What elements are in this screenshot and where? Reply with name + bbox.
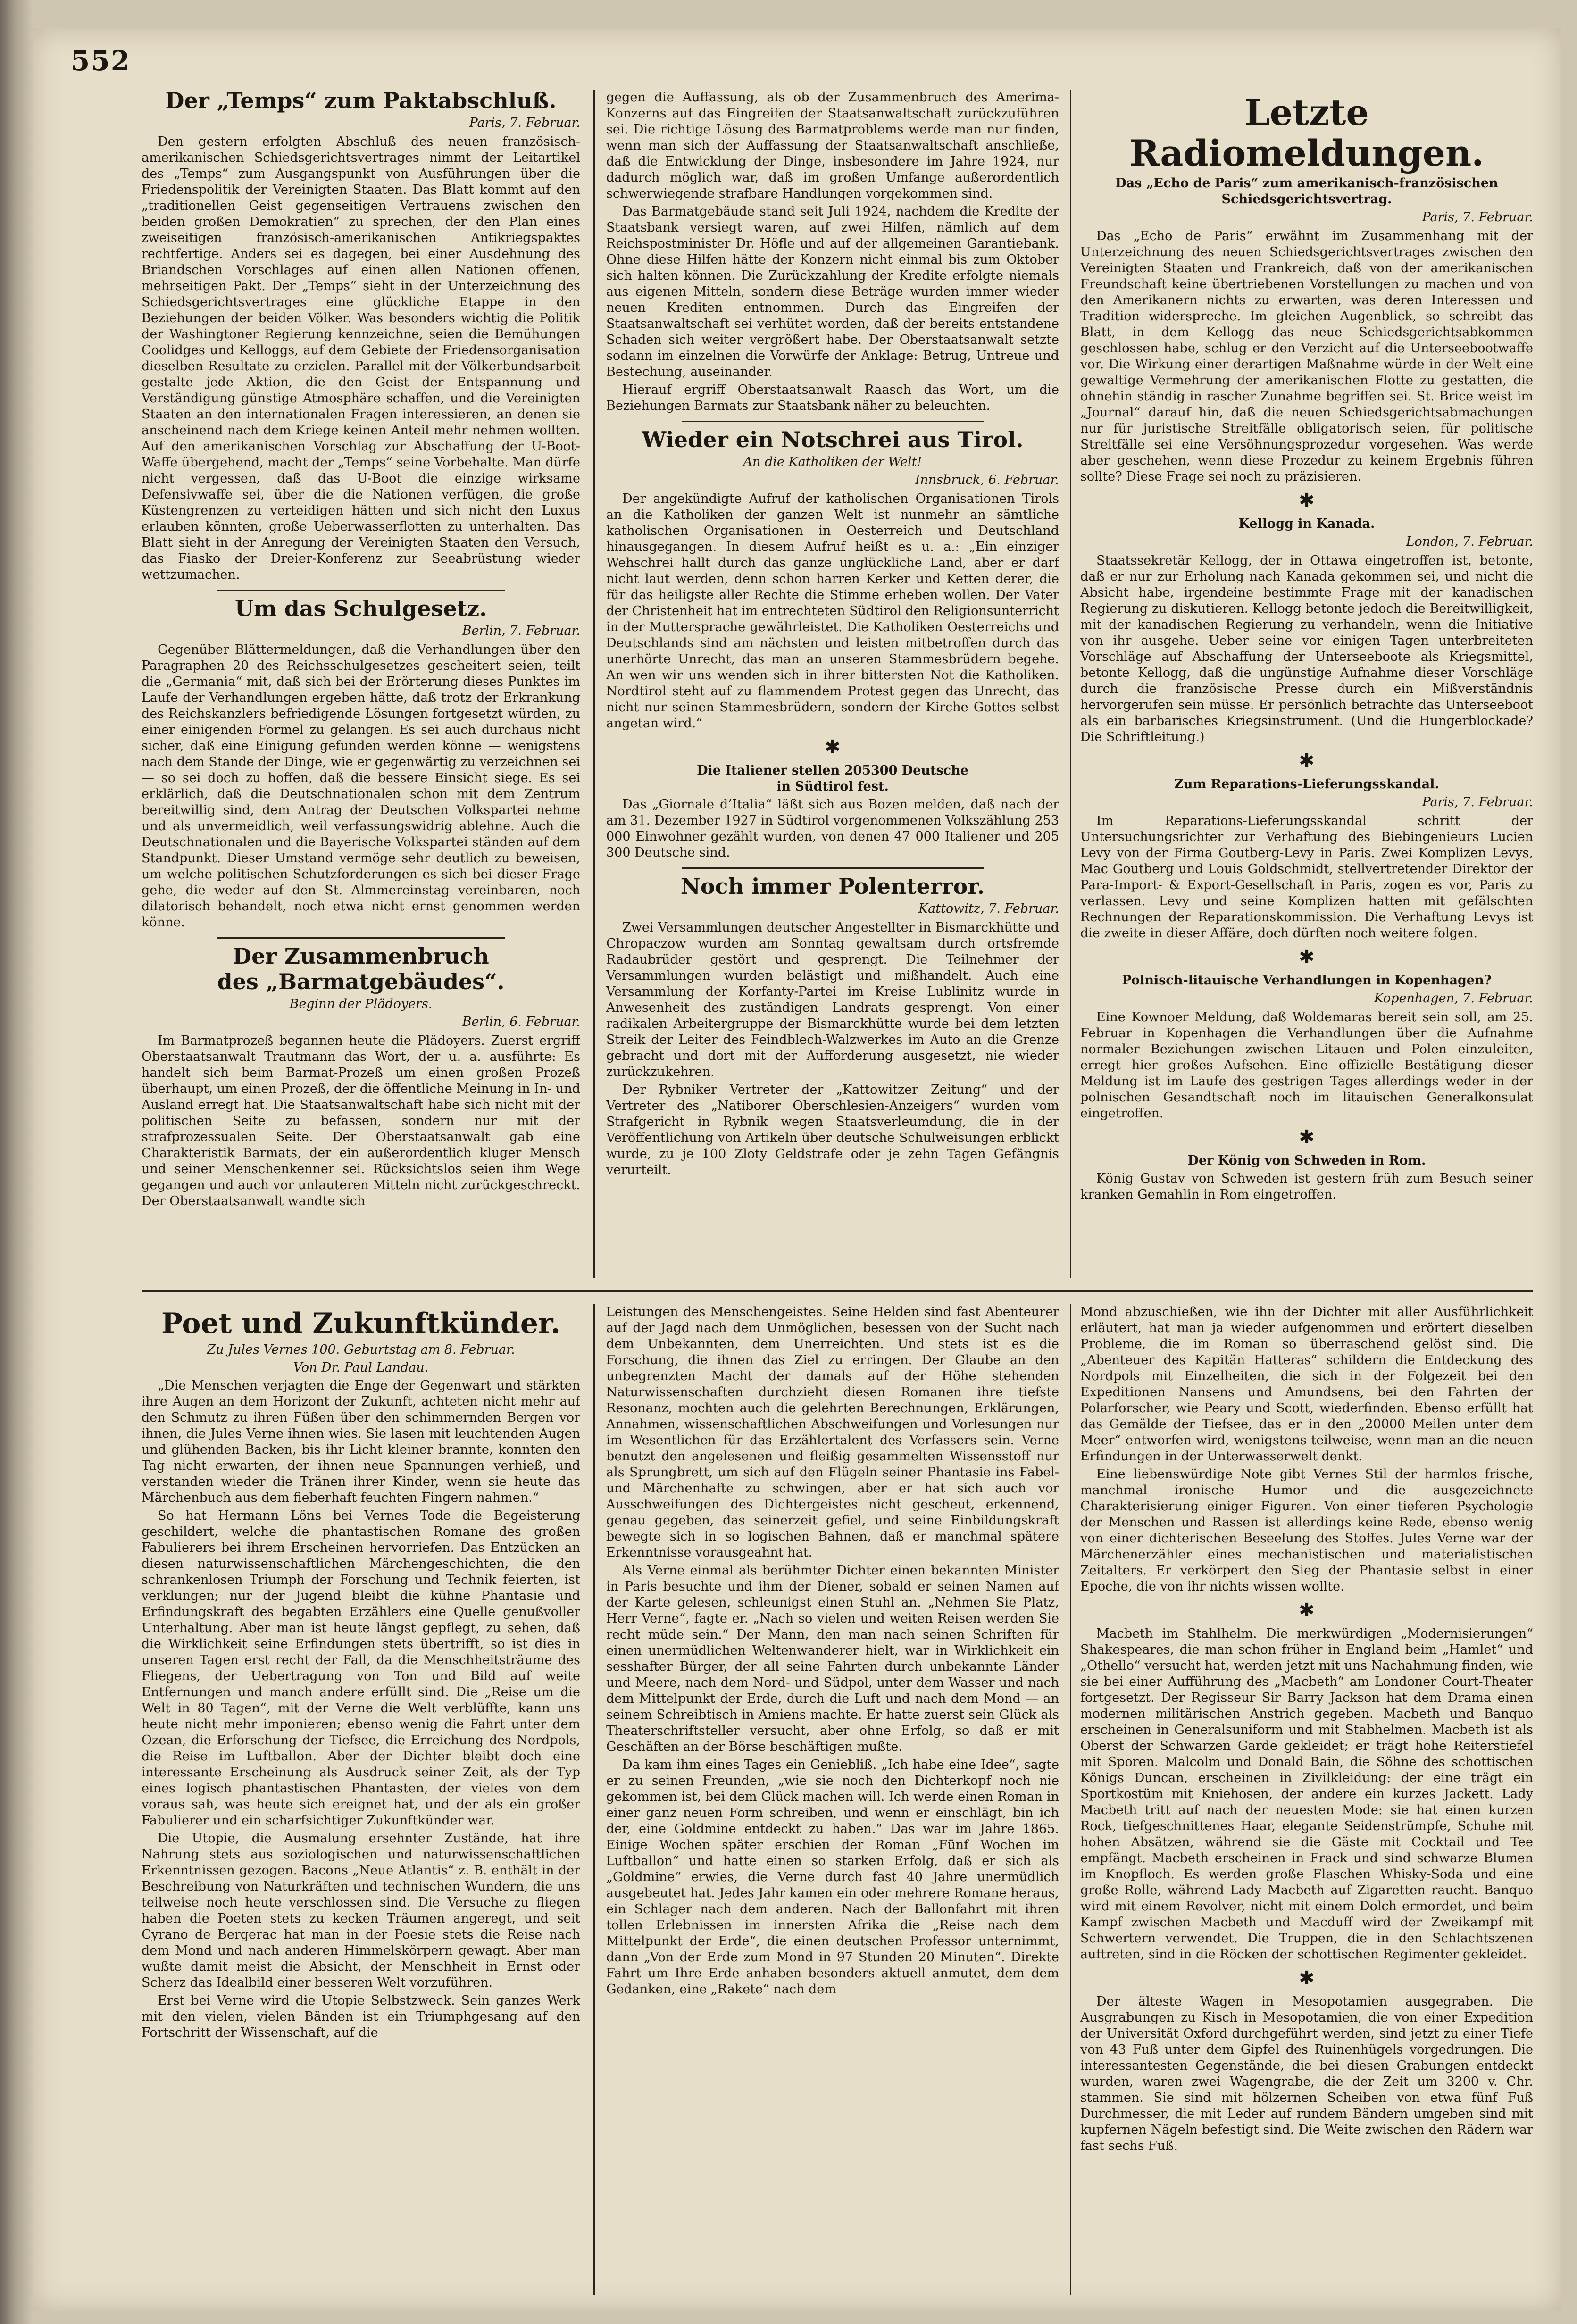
subheadline: Das „Echo de Paris“ zum amerikanisch-französischen Schiedsgerichtsvertrag. <box>1115 176 1498 207</box>
headline-kellogg: Kellogg in Kanada. <box>1238 516 1375 531</box>
feuilleton-paragraph: So hat Hermann Löns bei Vernes Tode die Begeisterung geschildert, welche die phantastischen Romane des großen Fabulierers bei ihrem Erscheinen hervorriefen. Das Entzücken an diesen naturwissenschaftlichen Märchengeschichten, die den schrankenlosen Triumph der Forschung und Technik feierten, ist verklungen; nur der Jugend bleibt die kühne Phantasie und Erfindungskraft des begabten Erzählers eine Quelle genußvoller Unterhaltung. Aber man ist heute längst gepflegt, zu sehen, daß die Wirklichkeit seine Erfindungen stets übertrifft, so ist dies in unseren Tagen erst recht der Fall, da die Menschheitsträume des Fliegens, der Uebertragung von Ton und Bild auf weite Entfernungen und manch andere erfüllt sind. Die „Reise um die Welt in 80 Tagen“, mit der Verne die Welt verblüffte, kann uns heute nicht mehr imponieren; ebenso wenig die Fahrt unter dem Ozean, die Erforschung der Tiefsee, die Erreichung des Nordpols, die Reise im Luftballon. Aber der Dichter bleibt doch eine interessante Erscheinung als Ausdruck seiner Zeit, als der Typ eines logisch phantastischen Phantasten, der vieles von dem voraus sah, was heute sich ereignet hat, und der als ein großer Fabulierer und ein scharfsichtiger Zukunftkünder war. <box>142 1508 580 1828</box>
dateline: Paris, 7. Februar. <box>1422 210 1533 225</box>
article-paragraph: Eine Kownoer Meldung, daß Woldemaras bereit sein soll, am 25. Februar in Kopenhagen die Verhandlungen über die Aufnahme normaler Beziehungen zwischen Litauen und Polen einzuleiten, erregt hier großes Aufsehen. Eine offizielle Bestätigung dieser Meldung ist im Laufe des gestrigen Tages allerdings weder in der polnischen Gesandtschaft noch im litauischen Generalkonsulat eingetroffen. <box>1080 1010 1533 1121</box>
section-star-icon: ✱ <box>1299 1126 1315 1148</box>
column-rule <box>1070 90 1071 1278</box>
headline-tirol: Wieder ein Notschrei aus Tirol. <box>642 427 1024 452</box>
feuilleton-column-1 <box>142 1304 580 2299</box>
dateline: Paris, 7. Februar. <box>1422 795 1533 809</box>
feuilleton-column-3 <box>1080 1304 1533 2299</box>
dateline: Berlin, 6. Februar. <box>462 1015 580 1029</box>
article-paragraph: gegen die Auffassung, als ob der Zusammenbruch des Amerima-Konzerns auf das Eingreifen der Staatsanwaltschaft zurückzuführen sei. Die richtige Lösung des Barmatproblems werde man nur finden, wenn man sich der Auffassung der Staatsanwaltschaft anschließe, daß die Entwicklung der Dinge, insbesondere im Jahre 1924, nur dadurch möglich war, daß im großen Umfange außerordentlich schwerwiegende strafbare Handlungen vorgekommen sind. <box>606 90 1059 201</box>
feuilleton-paragraph: Leistungen des Menschengeistes. Seine Helden sind fast Abenteurer auf der Jagd nach dem Unmöglichen, besessen von der Sucht nach dem Unbekannten, dem Unerreichten. Und stets ist es die Forschung, die ihnen das Ziel zu erringen. Der Glaube an den unbegrenzten Macht der damals auf der Höhe stehenden Naturwissenschaften durchzieht diesen Romanen ihre tiefste Resonanz, mochten auch die gelehrten Berechnungen, Erklärungen, Annahmen, wissenschaftlichen Abschweifungen und Vorlesungen nur im Wesentlichen für das Erzählertalent des Verfassers sein. Verne benutzt den angelesenen und fleißig gesammelten Wissensstoff nur als Sprungbrett, um sich auf den Flügeln seiner Phantasie ins Fabel- und Märchenhafte zu schwingen, aber er hat sich auch vor Ausschweifungen des Dichtergeistes nicht gescheut, erkennend, genau gegeben, das seinerzeit gefiel, und seine Einbildungskraft bewegte sich in so logischen Bahnen, daß er manchmal spätere Erkenntnisse vorausgeahnt hat. <box>606 1305 1059 1560</box>
article-paragraph: Im Reparations-Lieferungsskandal schritt der Untersuchungsrichter zur Verhaftung des Biebingenieurs Lucien Levy von der Firma Goutberg-Levy in Paris. Zwei Komplizen Levys, Mac Goutberg und Louis Goldschmidt, stellvertretender Direktor der Para-Import- & Export-Gesellschaft in Paris, zogen es vor, Paris zu verlassen. Levy und seine Komplizen hatten mit gefälschten Rechnungen der Reparationskommission. Die Verhaftung Levys ist die zweite in dieser Affäre, doch dürften noch weitere folgen. <box>1080 814 1533 941</box>
headline-reparation: Zum Reparations-Lieferungsskandal. <box>1174 777 1439 791</box>
article-paragraph: Das Barmatgebäude stand seit Juli 1924, nachdem die Kredite der Staatsbank versiegt waren, auf zwei Hilfen, nämlich auf dem Reichspostminister Dr. Höfle und auf der allgemeinen Garantiebank. Ohne diese Hilfen hätte der Konzern nicht einmal bis zum Oktober sich halten können. Die Zurückzahlung der Kredite erfolgte niemals aus eigenen Mitteln, sondern diese Beträge wurden immer wieder neuen Krediten entnommen. Durch das Eingreifen der Staatsanwaltschaft sei verhütet worden, daß der bereits entstandene Schaden sich weiter vergrößert habe. Der Oberstaatsanwalt setzte sodann im einzelnen die Vorwürfe der Anklage: Betrug, Untreue und Bestechung, auseinander. <box>606 204 1059 379</box>
article-paragraph: Der angekündigte Aufruf der katholischen Organisationen Tirols an die Katholiken der ganzen Welt ist nunmehr an sämtliche katholischen Organisationen in Oesterreich und Deutschland hinausgegangen. In diesem Aufruf heißt es u. a.: „Ein einziger Wehschrei hallt durch das ganze unglückliche Land, aber er darf nicht laut werden, denn schon harren Kerker und Ketten derer, die für das heiligste aller Rechte die Stimme erheben wollen. Der Vater der Christenheit hat im entrechteten Südtirol den Religionsunterricht in der Muttersprache gewährleistet. Die Katholiken Oesterreichs und Deutschlands sind am nächsten und leisten mitbetroffen durch das unerhörte Unrecht, das man an unseren Stammesbrüdern begehe. An wen wir uns wenden sich in ihrer bittersten Not die Katholiken. Nordtirol steht auf zu flammendem Protest gegen das Unrecht, das nicht nur seinen Stammesbrüdern, sondern der Kirche Gottes selbst angetan wird.“ <box>606 491 1059 731</box>
book-binding-edge <box>0 0 33 2324</box>
headline-temps: Der „Temps“ zum Paktabschluß. <box>165 88 557 113</box>
column-rule <box>593 1304 595 2295</box>
dateline: Paris, 7. Februar. <box>469 116 580 130</box>
article-paragraph: Zwei Versammlungen deutscher Angestellter in Bismarckhütte und Chropaczow wurden am Sonntag gewaltsam durch ortsfremde Radaubrüder gestört und gesprengt. Die Teilnehmer der Versammlungen wurden belästigt und mißhandelt. Auch eine Versammlung der Korfanty-Partei im Kreise Lublinitz wurde in Anwesenheit des zuständigen Landrats gesprengt. Von einer radikalen Arbeitergruppe der Bismarckhütte wurde bei dem letzten Streik der Leiter des Feindblech-Walzwerkes im Auto an die Grenze gebracht und dort mit der Aufforderung ausgesetzt, nie wieder zurückzukehren. <box>606 920 1059 1079</box>
article-paragraph: Der Rybniker Vertreter der „Kattowitzer Zeitung“ und der Vertreter des „Natiborer Oberschlesien-Anzeigers“ wurden vom Strafgericht in Rybnik wegen Staatsverleumdung, die in der Veröffentlichung von Artikeln über deutsche Schulweisungen erblickt wurde, zu je 100 Zloty Geldstrafe oder je zehn Tagen Gefängnis verurteilt. <box>606 1083 1059 1177</box>
divider <box>217 590 505 591</box>
section-star-icon: ✱ <box>1299 1967 1315 1989</box>
subheadline: An die Katholiken der Welt! <box>743 455 922 469</box>
dateline: Kopenhagen, 7. Februar. <box>1374 991 1533 1006</box>
dateline: Berlin, 7. Februar. <box>462 624 580 638</box>
headline-polenterror: Noch immer Polenterror. <box>680 874 985 899</box>
dateline: Innsbruck, 6. Februar. <box>915 473 1059 487</box>
article-paragraph: Im Barmatprozeß begannen heute die Plädoyers. Zuerst ergriff Oberstaatsanwalt Trautmann das Wort, der u. a. ausführte: Es handelt sich beim Barmat-Prozeß um einen großen Prozeß überhaupt, um einen Prozeß, der die öffentliche Meinung in In- und Ausland erregt hat. Die Staatsanwaltschaft habe sich nicht mit der politischen Seite zu befassen, sondern nur mit der strafprozessualen Seite. Der Oberstaatsanwalt gab eine Charakteristik Barmats, der ein außerordentlich kluger Mensch und seiner Menschenkenner sei. Rücksichtslos seien ihm Wege gegangen und auch vor unlauteren Mitteln nicht zurückgeschreckt. Der Oberstaatsanwalt wandte sich <box>142 1033 580 1208</box>
page-number: 552 <box>71 45 131 77</box>
column-rule <box>1070 1304 1071 2295</box>
column-rule <box>593 90 595 1278</box>
divider <box>682 867 984 869</box>
feuilleton-column-2 <box>606 1304 1059 2299</box>
note-macbeth: Macbeth im Stahlhelm. Die merkwürdigen „Modernisierungen“ Shakespeares, die man schon früher in England beim „Hamlet“ und „Othello“ versucht hat, werden jetzt mit uns Nachahmung finden, wie sie bei einer Aufführung des „Macbeth“ am Londoner Court-Theater fortgesetzt. Der Regisseur Sir Barry Jackson hat dem Drama einen modernen militärischen Anstrich gegeben. Macbeth und Banquo erscheinen in Generalsuniform und mit Stabhelmen. Macbeth ist als Oberst der Schwarzen Garde gekleidet; er trägt hohe Reiterstiefel mit Sporen. Malcolm und Donald Bain, die Söhne des schottischen Königs Duncan, erscheinen in Zivilkleidung: der eine trägt ein Sportkostüm mit Kniehosen, der andere ein kurzes Jackett. Lady Macbeth tritt auf nach der neuesten Mode: sie hat einen kurzen Rock, tiefgeschnittenes Haar, elegante Seidenstrümpfe, Schuhe mit hohen Absätzen, während sie die Gäste mit Cocktail und Tee empfängt. Macbeth erscheinen in Frack und sind schwarze Blumen im Knopfloch. Es werden große Flaschen Whisky-Soda und eine große Rolle, während Lady Macbeth auf Zigaretten raucht. Banquo wird mit einem Revolver, nicht mit einem Dolch ermordet, und beim Kampf zwischen Macbeth und Macduff wird der Zweikampf mit Schwertern verwendet. Die Truppen, die in den Schlachtszenen auftreten, sind in die Röcken der schottischen Regimenter gekleidet. <box>1080 1626 1533 1962</box>
headline-radiomeldungen: Letzte Radiomeldungen. <box>1129 92 1484 174</box>
headline-barmat-line1: Der Zusammenbruch <box>233 943 489 969</box>
top-column-1 <box>142 85 580 1278</box>
headline-barmat-line2: des „Barmatgebäudes“. <box>217 969 505 994</box>
feuilleton-paragraph: „Die Menschen verjagten die Enge der Gegenwart und stärkten ihre Augen an dem Horizont der Zukunft, achteten nicht mehr auf den Schmutz zu ihren Füßen über den schimmernden Bergen vor ihnen, die Jules Verne ihnen wies. Sie lasen mit leuchtenden Augen und glühenden Backen, bis ihr Licht kleiner brannte, konnten den Tag nicht erwarten, der ihnen neue Spannungen verhieß, und verstanden wieder die Tränen ihrer Kinder, wenn sie heute das Märchenbuch aus dem fieberhaft feuchten Fingern nahmen.“ <box>142 1378 580 1505</box>
article-paragraph: Das „Giornale d’Italia“ läßt sich aus Bozen melden, daß nach der am 31. Dezember 1927 in Südtirol vorgenommenen Volkszählung 253 000 Einwohner gezählt wurden, von denen 47 000 Italiener und 205 300 Deutsche sind. <box>606 797 1059 860</box>
article-paragraph: König Gustav von Schweden ist gestern früh zum Besuch seiner kranken Gemahlin in Rom eingetroffen. <box>1080 1171 1533 1202</box>
section-star-icon: ✱ <box>1299 750 1315 772</box>
headline-suedtirol-line2: in Südtirol fest. <box>776 779 889 794</box>
feuilleton-paragraph: Da kam ihm eines Tages ein Geniebliß. „Ich habe eine Idee“, sagte er zu seinen Freunden, „wie sie noch den Dichterkopf noch nie gekommen ist, bei dem Glück machen will. Ich werde einen Roman in einer ganz neuen Form schreiben, und wenn er einschlägt, bin ich der, eine Goldmine entdeckt zu haben.“ Das war im Jahre 1865. Einige Wochen später erschien der Roman „Fünf Wochen im Luftballon“ und hatte einen so starken Erfolg, daß er sich als „Goldmine“ erwies, die Verne durch fast 40 Jahre unermüdlich ausgebeutet hat. Jedes Jahr kamen ein oder mehrere Romane heraus, ein Schlager nach dem anderen. Nach der Ballonfahrt mit ihren tollen Erlebnissen im innersten Afrika die „Reise nach dem Mittelpunkt der Erde“, die einen deutschen Professor unternimmt, dann „Von der Erde zum Mond in 97 Stunden 20 Minuten“. Direkte Fahrt um Ihre Erde anhaben besonders aktuell anmutet, dem dem Gedanken, eine „Rakete“ nach dem <box>606 1758 1059 1997</box>
top-column-2 <box>606 90 1059 1278</box>
feuilleton-title: Poet und Zukunftkünder. <box>161 1307 561 1340</box>
subheadline: Beginn der Plädoyers. <box>289 997 433 1011</box>
feuilleton-byline: Von Dr. Paul Landau. <box>293 1360 429 1375</box>
article-paragraph: Gegenüber Blättermeldungen, daß die Verhandlungen über den Paragraphen 20 des Reichsschulgesetzes gescheitert seien, teilt die „Germania“ mit, daß sich bei der Erörterung dieses Punktes im Laufe der Verhandlungen ergeben hätte, daß trotz der Erkrankung des Reichskanzlers befriedigende Lösungen fortgesetzt würden, zu einer einigenden Formel zu gelangen. Es sei auch durchaus nicht sicher, daß eine Einigung gefunden werden könne — wenigstens nach dem Stande der Dinge, wie er gegenwärtig zu verzeichnen sei — so sei doch zu hoffen, daß die bessere Einsicht siege. Es sei erklärlich, daß die Deutschnationalen schon mit dem Zentrum bereitwillig sind, dem Antrag der Deutschen Volkspartei nehme und als unvermeidlich, weil verfassungswidrig ablehne. Auch die Deutschnationalen und die Bayerische Volkspartei ständen auf dem Standpunkt. Dieser Umstand vermöge sehr deutlich zu beweisen, um welche politischen Schutzforderungen es sich bei dieser Frage gehe, die weder auf den St. Almmereinstag vereinbaren, noch dilatorisch behandelt, noch etwa nicht ernst genommen werden könne. <box>142 642 580 930</box>
section-star-icon: ✱ <box>1299 946 1315 968</box>
article-paragraph: Hierauf ergriff Oberstaatsanwalt Raasch das Wort, um die Beziehungen Barmats zur Staatsbank näher zu beleuchten. <box>606 383 1059 413</box>
feuilleton-paragraph: Erst bei Verne wird die Utopie Selbstzweck. Sein ganzes Werk mit den vielen, vielen Bänden ist ein Triumphgesang auf den Fortschritt der Wissenschaft, auf die <box>142 1993 580 2040</box>
note-mesopotamien: Der älteste Wagen in Mesopotamien ausgegraben. Die Ausgrabungen zu Kisch in Mesopotamien, die von einer Expedition der Universität Oxford durchgeführt werden, sind jetzt zu einer Tiefe von 43 Fuß unter dem Gipfel des Ruinenhügels vorgedrungen. Die interessantesten Gegenstände, die bei diesen Grabungen entdeckt wurden, waren zwei Wagengrabe, die der Zeit um 3200 v. Chr. stammen. Sie sind mit hölzernen Scheiben von etwa fünf Fuß Durchmesser, die mit Leder auf rundem Bändern umgeben sind mit kupfernen Nägeln befestigt sind. Die Weite zwischen den Rädern war fast sechs Fuß. <box>1080 1994 1533 2153</box>
article-paragraph: Das „Echo de Paris“ erwähnt im Zusammenhang mit der Unterzeichnung des neuen Schiedsgerichtsvertrages zwischen den Vereinigten Staaten und Frankreich, daß von der amerikanischen Freundschaft keine übertriebenen Vorstellungen zu machen und von den Amerikanern nichts zu erwarten, was deren Interessen und Tradition widerspreche. Im gleichen Augenblick, so schreibt das Blatt, in dem Kellogg das neue Schiedsgerichtsabkommen geschlossen habe, schlug er den Verzicht auf die Unterseebootwaffe vor. Die Wirkung einer derartigen Maßnahme würde in der Welt eine gewaltige Vermehrung der amerikanischen Flotte zu gestatten, die ohnehin ständig in rascher Zunahme begriffen sei. St. Brice weist im „Journal“ darauf hin, daß die neuen Schiedsgerichtsabmachungen nur für juristische Streitfälle obligatorisch seien, für politische Streitfälle sei eine Versöhnungsprozedur vorgesehen. Was werde aber geschehen, wenn diese Prozedur zu keinem Ergebnis führen sollte? Diese Frage sei noch zu präzisieren. <box>1080 229 1533 484</box>
feuilleton-paragraph: Als Verne einmal als berühmter Dichter einen bekannten Minister in Paris besuchte und ihm der Diener, sobald er seinen Namen auf der Karte gelesen, schleunigst einen Stuhl an. „Nehmen Sie Platz, Herr Verne“, fagte er. „Nach so vielen und weiten Reisen werden Sie recht müde sein.“ Der Mann, den man nach seinen Schriften für einen unermüdlichen Weltenwanderer hielt, war in Wirklichkeit ein sesshafter Bürger, der all seine Fahrten durch unbekannte Länder und Meere, nach dem Nord- und Südpol, unter dem Wasser und nach dem Mittelpunkt der Erde, durch die Luft und nach dem Mond — an seinem Schreibtisch in Amiens machte. Er hatte zuerst sein Glück als Theaterschriftsteller versucht, aber ohne Erfolg, so daß er mit Geschäften an der Börse beschäftigen mußte. <box>606 1563 1059 1754</box>
feuilleton-paragraph: Mond abzuschießen, wie ihn der Dichter mit aller Ausführlichkeit erläutert, hat man ja wieder aufgenommen und erörtert dieselben Probleme, die im Roman so überraschend gelöst sind. Die „Abenteuer des Kapitän Hatteras“ schildern die Entdeckung des Nordpols mit Einzelheiten, die sich in der Folgezeit bei den Expeditionen Nansens und Amundsens, bei den Fahrten der Polarforscher, wie Peary und Scott, wiederfinden. Ebenso erfüllt hat das Gemälde der Tiefsee, das er in den „20000 Meilen unter dem Meer“ entworfen wird, wenigstens teilweise, wenn man an die neuen Erfindungen in der Unterwasserwelt denkt. <box>1080 1305 1533 1464</box>
section-star-icon: ✱ <box>1299 1599 1315 1621</box>
feuilleton-subtitle: Zu Jules Vernes 100. Geburtstag am 8. Februar. <box>207 1342 515 1357</box>
dateline: London, 7. Februar. <box>1406 534 1533 549</box>
headline-schweden: Der König von Schweden in Rom. <box>1187 1153 1426 1168</box>
top-column-3 <box>1080 90 1533 1278</box>
section-star-icon: ✱ <box>825 736 841 758</box>
feuilleton-paragraph: Eine liebenswürdige Note gibt Vernes Stil der harmlos frische, manchmal ironische Humor und die ausgezeichnete Charakterisierung einiger Figuren. Von einer tieferen Psychologie der Menschen und Rassen ist allerdings keine Rede, ebenso wenig von einer dichterischen Beseelung des Stoffes. Jules Verne war der Märchenerzähler eines mechanistischen und materialistischen Zeitalters. Er verkörpert den Sieg der Phantasie selbst in einer Epoche, die von ihr nichts wissen wollte. <box>1080 1467 1533 1594</box>
headline-kopenhagen: Polnisch-litauische Verhandlungen in Kopenhagen? <box>1122 973 1492 988</box>
divider <box>217 937 505 939</box>
article-paragraph: Den gestern erfolgten Abschluß des neuen französisch-amerikanischen Schiedsgerichtsvertrages nimmt der Leitartikel des „Temps“ zum Ausgangspunkt von Ausführungen über die Friedenspolitik der Vereinigten Staaten. Das Blatt kommt auf den „traditionellen Geist gegenseitigen Vertrauens zwischen den beiden großen Demokratien“ zu sprechen, der den Plan eines zweiseitigen französisch-amerikanischen Antikriegspaktes rechtfertige. Anders sei es dagegen, bei einer Ausdehnung des Briandschen Vorschlages auf einen allen Nationen offenen, mehrseitigen Pakt. Der „Temps“ sieht in der Unterzeichnung des Schiedsgerichtsvertrages eine glückliche Etappe in den Beziehungen der beiden Völker. Was besonders wichtig die Politik der Washingtoner Regierung kennzeichne, seien die Bemühungen Coolidges und Kelloggs, auf dem Gebiete der Friedensorganisation dieselben Resultate zu erzielen. Parallel mit der Völkerbundsarbeit gestalte jede Aktion, die den Geist der Entspannung und Verständigung günstige Atmosphäre schaffen, und die Vereinigten Staaten an den internationalen Fragen interessieren, an denen sie anscheinend nach dem Kriege keinen Anteil mehr nehmen wollten. Auf den amerikanischen Vorschlag zur Abschaffung der U-Boot-Waffe übergehend, macht der „Temps“ seine Vorbehalte. Man dürfe nicht vergessen, daß das U-Boot die einzige wirksame Defensivwaffe sei, über die die Nationen verfügen, die große Küstengrenzen zu verteidigen hätten und sich nicht den Luxus erlauben könnten, große Ueberwasserflotten zu unterhalten. Das Blatt sieht in der Anregung der Vereinigten Staaten den Versuch, das Fiasko der Dreier-Konferenz zur Seeabrüstung wieder wettzumachen. <box>142 134 580 582</box>
divider <box>682 421 984 422</box>
article-paragraph: Staatssekretär Kellogg, der in Ottawa eingetroffen ist, betonte, daß er nur zur Erholung nach Kanada gekommen sei, und nicht die Absicht habe, irgendeine bestimmte Frage mit der kanadischen Regierung zu diskutieren. Kellogg betonte jedoch die Bereitwilligkeit, mit der kanadischen Regierung zu verhandeln, wenn die Initiative von ihr ausgehe. Ueber seine vor einigen Tagen unterbreiteten Vorschläge auf Abschaffung der Unterseeboote als Kriegsmittel, betonte Kellogg, daß die ungünstige Aufnahme dieser Vorschläge durch die französische Presse durch ein Mißverständnis hervorgerufen sein müsse. Er persönlich betrachte das Unterseeboot als ein barbarisches Kriegsinstrument. (Und die Hungerblockade? Die Schriftleitung.) <box>1080 553 1533 744</box>
feuilleton-separator <box>142 1290 1533 1292</box>
dateline: Kattowitz, 7. Februar. <box>918 901 1059 916</box>
headline-suedtirol-line1: Die Italiener stellen 205300 Deutsche <box>697 763 968 778</box>
feuilleton-paragraph: Die Utopie, die Ausmalung ersehnter Zustände, hat ihre Nahrung stets aus soziologischen und naturwissenschaftlichen Erkenntnissen gezogen. Bacons „Neue Atlantis“ z. B. enthält in der Beschreibung von Naturkräften und technischen Wundern, die uns teilweise noch heute verschlossen sind. Die Versuche zu fliegen haben die Poeten stets zu kecken Träumen angeregt, und seit Cyrano de Bergerac hat man in der Poesie stets die Reise nach dem Mond und nach anderen Himmelskörpern gewagt. Aber man wußte damit meist die Absicht, der Menschheit in Ernst oder Scherz das Idealbild einer besseren Welt vorzuführen. <box>142 1831 580 1990</box>
headline-schulgesetz: Um das Schulgesetz. <box>234 596 487 621</box>
section-star-icon: ✱ <box>1299 490 1315 511</box>
